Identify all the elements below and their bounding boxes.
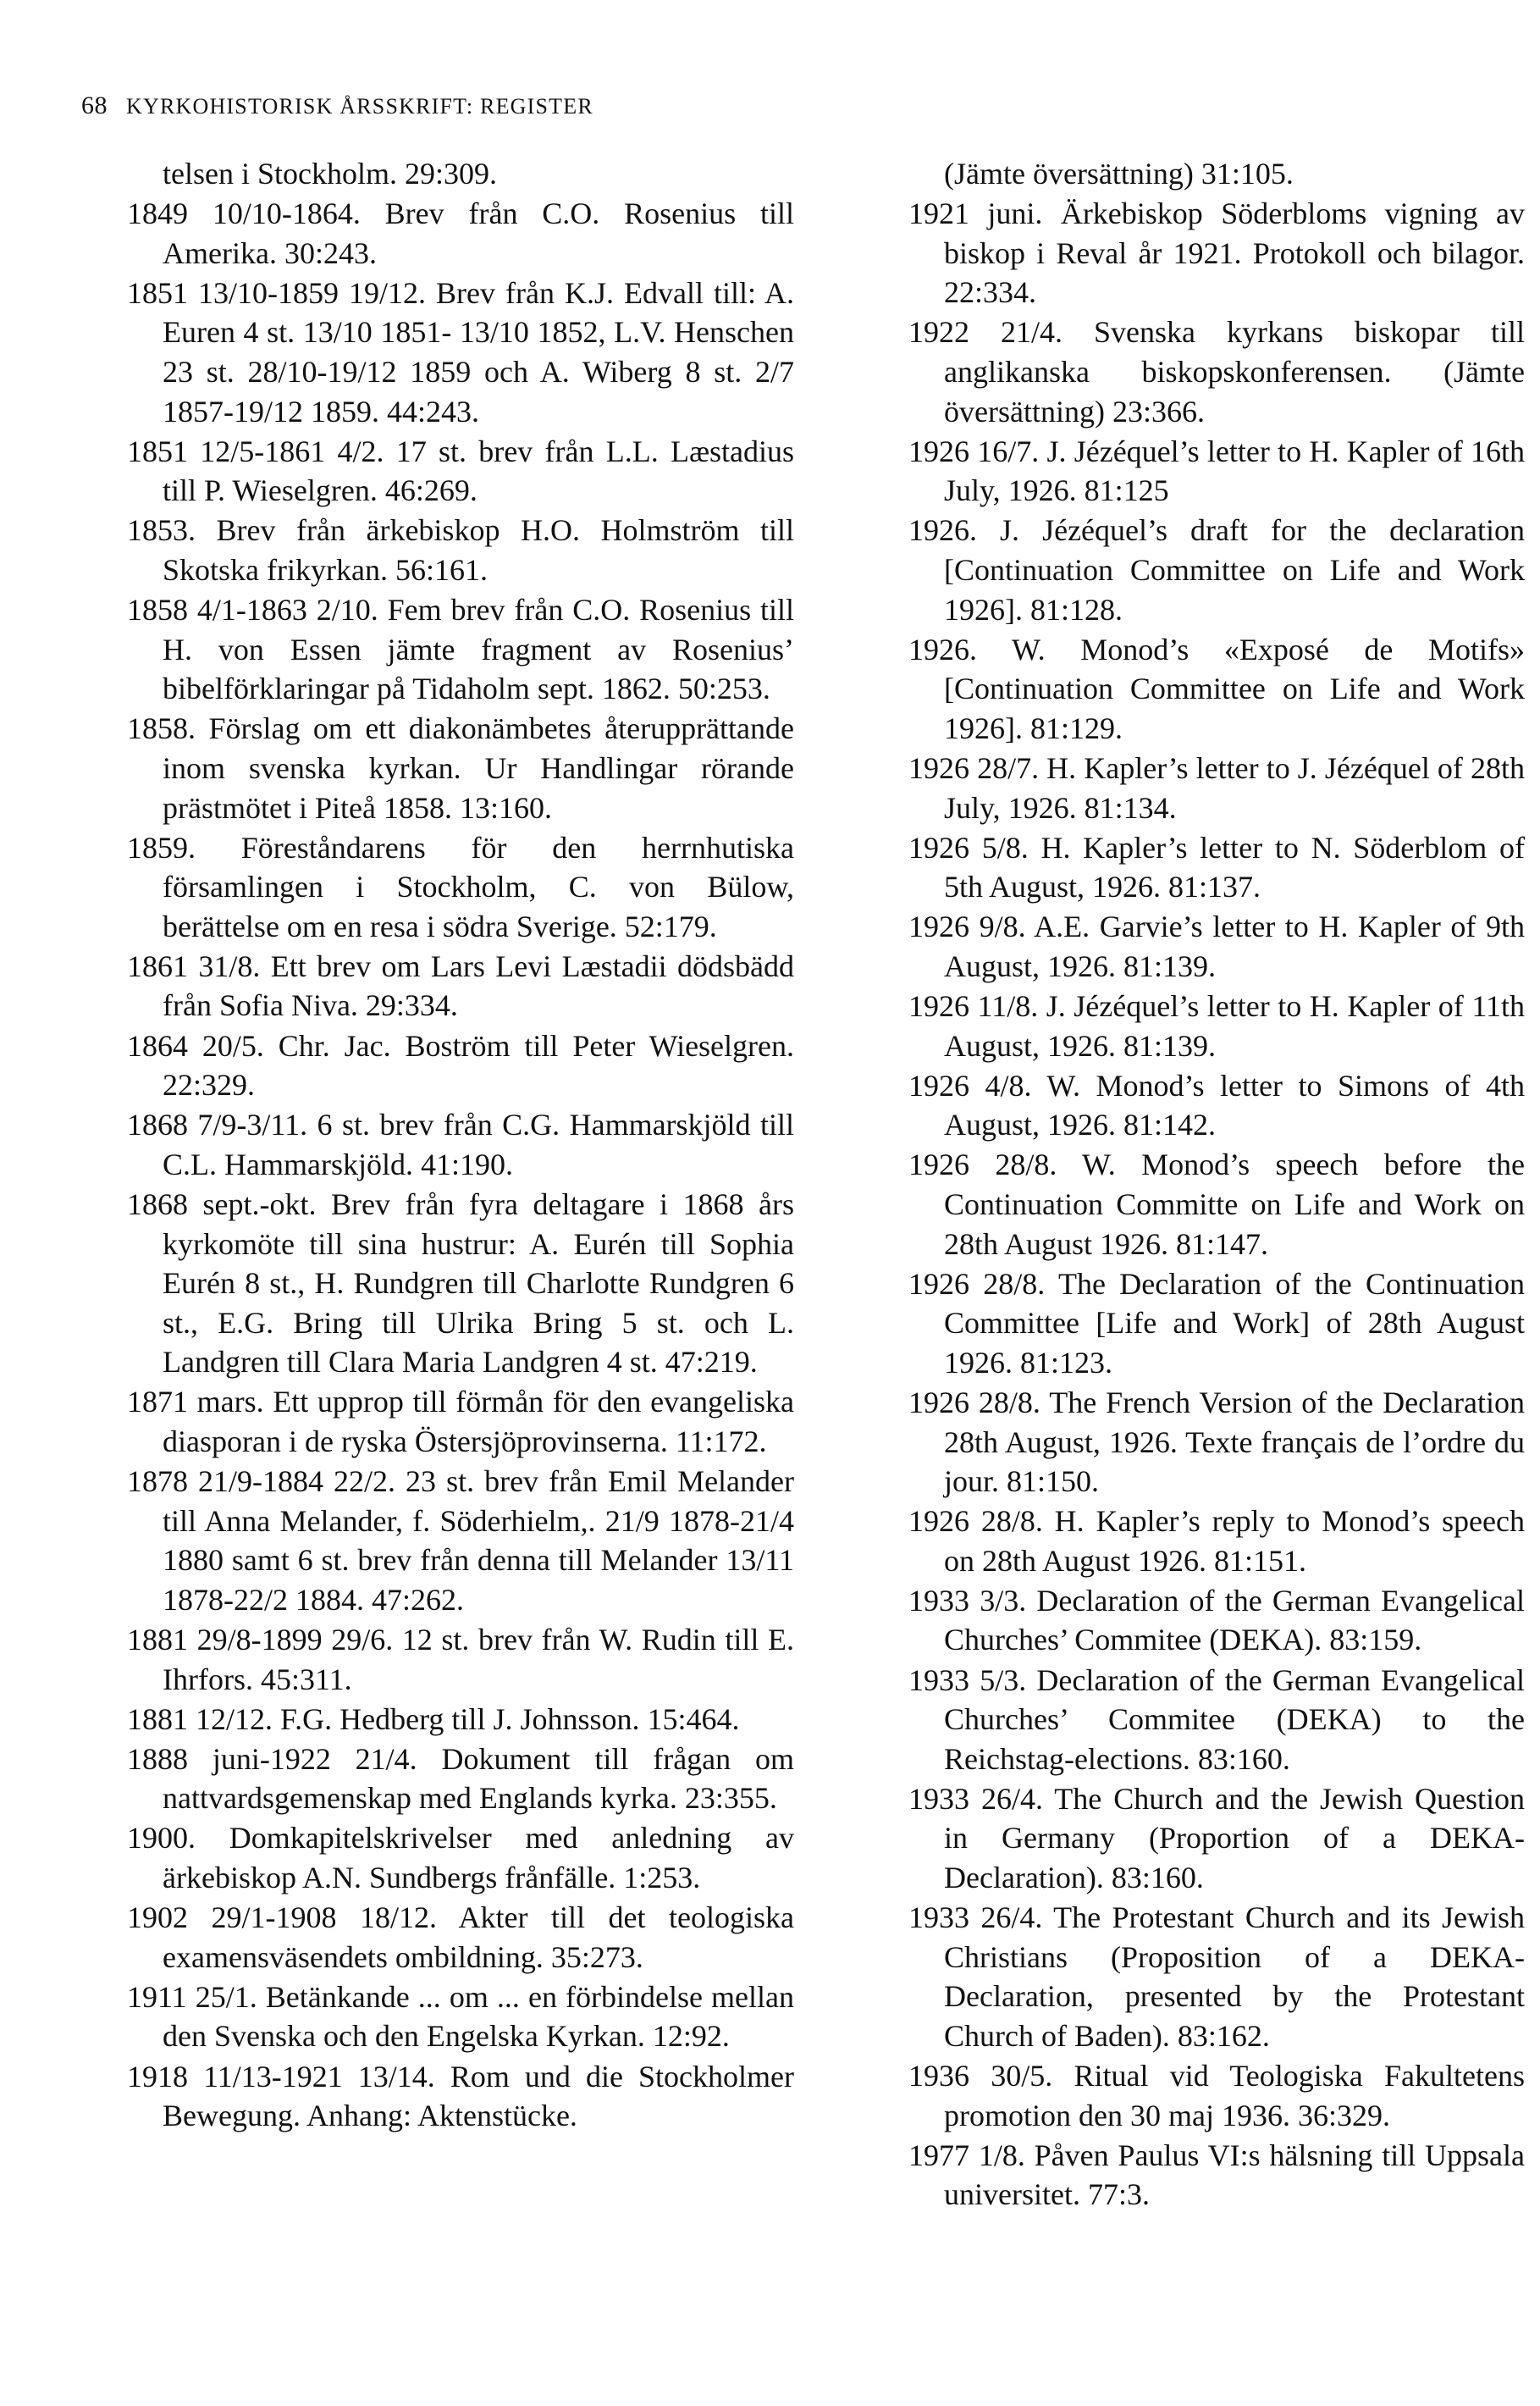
right-column bbox=[908, 154, 1525, 2215]
index-entry: 1977 1/8. Påven Paulus VI:s hälsning till Uppsala universitet. 77:3. bbox=[908, 2138, 1525, 2212]
index-entry: 1849 10/10-1864. Brev från C.O. Rosenius till Amerika. 30:243. bbox=[127, 196, 794, 270]
index-entry: 1926 11/8. J. Jézéquel’s letter to H. Kapler of 11th August, 1926. 81:139. bbox=[908, 988, 1525, 1063]
index-entry: 1926 28/8. W. Monod’s speech before the Continuation Committe on Life and Work on 28th August 1926. 81:147. bbox=[908, 1148, 1525, 1261]
index-entry: 1881 12/12. F.G. Hedberg till J. Johnsson. 15:464. bbox=[127, 1701, 740, 1736]
index-entry: 1878 21/9-1884 22/2. 23 st. brev från Emil Melander till Anna Melander, f. Söderhielm,. 21/9 1878-21/4 1880 samt 6 st. brev från denna till Melander 13/11 1878-22/2 1884. 47:262. bbox=[127, 1464, 794, 1617]
index-entry: 1926 4/8. W. Monod’s letter to Simons of 4th August, 1926. 81:142. bbox=[908, 1068, 1525, 1142]
index-entry: 1933 5/3. Declaration of the German Evangelical Churches’ Commitee (DEKA) to the Reichstag-elections. 83:160. bbox=[908, 1662, 1525, 1776]
running-title: KYRKOHISTORISK ÅRSSKRIFT: REGISTER bbox=[126, 94, 593, 119]
running-head bbox=[81, 91, 593, 120]
index-entry: 1888 juni-1922 21/4. Dokument till frågan om nattvardsgemenskap med Englands kyrka. 23:355. bbox=[127, 1741, 794, 1816]
page-number: 68 bbox=[81, 91, 108, 119]
index-entry: 1858. Förslag om ett diakonämbetes återupprättande inom svenska kyrkan. Ur Handlingar rörande prästmötet i Piteå 1858. 13:160. bbox=[127, 711, 794, 825]
index-entry: 1911 25/1. Betänkande ... om ... en förbindelse mellan den Svenska och den Engelska Kyrkan. 12:92. bbox=[127, 1979, 794, 2054]
index-entry: 1851 12/5-1861 4/2. 17 st. brev från L.L. Læstadius till P. Wieselgren. 46:269. bbox=[127, 434, 794, 508]
index-entry: 1926 28/8. The French Version of the Declaration 28th August, 1926. Texte français de l’ordre du jour. 81:150. bbox=[908, 1385, 1525, 1499]
index-entry: 1858 4/1-1863 2/10. Fem brev från C.O. Rosenius till H. von Essen jämte fragment av Rosenius’ bibelförklaringar på Tidaholm sept. 1862. 50:253. bbox=[127, 593, 794, 706]
index-entry: 1871 mars. Ett upprop till förmån för den evangeliska diasporan i de ryska Östersjöprovinserna. 11:172. bbox=[127, 1385, 794, 1458]
index-entry: 1859. Föreståndarens för den herrnhutiska församlingen i Stockholm, C. von Bülow, berättelse om en resa i södra Sverige. 52:179. bbox=[127, 830, 794, 943]
index-entry: 1868 sept.-okt. Brev från fyra deltagare i 1868 års kyrkomöte till sina hustrur: A. Eurén till Sophia Eurén 8 st., H. Rundgren till Charlotte Rundgren 6 st., E.G. Bring till Ulrika Bring 5 st. och L. Landgren till Clara Maria Landgren 4 st. 47:219. bbox=[127, 1186, 794, 1380]
index-entry: 1864 20/5. Chr. Jac. Boström till Peter Wieselgren. 22:329. bbox=[127, 1028, 794, 1103]
index-entry: 1936 30/5. Ritual vid Teologiska Fakultetens promotion den 30 maj 1936. 36:329. bbox=[908, 2059, 1525, 2132]
index-entry: (Jämte översättning) 31:105. bbox=[944, 157, 1294, 191]
left-column bbox=[127, 154, 794, 2136]
index-entry: 1918 11/13-1921 13/14. Rom und die Stockholmer Bewegung. Anhang: Aktenstücke. bbox=[127, 2059, 794, 2133]
index-entry: 1921 juni. Ärkebiskop Söderbloms vigning av biskop i Reval år 1921. Protokoll och bilagor. 22:334. bbox=[908, 196, 1525, 310]
index-entry: 1922 21/4. Svenska kyrkans biskopar till anglikanska biskopskonferensen. (Jämte översättning) 23:366. bbox=[908, 315, 1525, 429]
index-entry: telsen i Stockholm. 29:309. bbox=[163, 157, 497, 191]
index-entry: 1926 28/8. The Declaration of the Continuation Committee [Life and Work] of 28th August 1926. 81:123. bbox=[908, 1266, 1525, 1380]
index-entry: 1868 7/9-3/11. 6 st. brev från C.G. Hammarskjöld till C.L. Hammarskjöld. 41:190. bbox=[127, 1108, 794, 1181]
index-entry: 1851 13/10-1859 19/12. Brev från K.J. Edvall till: A. Euren 4 st. 13/10 1851- 13/10 1852, L.V. Henschen 23 st. 28/10-19/12 1859 och A. Wiberg 8 st. 2/7 1857-19/12 1859. 44:243. bbox=[127, 275, 794, 429]
index-entry: 1926 5/8. H. Kapler’s letter to N. Söderblom of 5th August, 1926. 81:137. bbox=[908, 830, 1525, 904]
index-entry: 1926. J. Jézéquel’s draft for the declaration [Continuation Committee on Life and Work 1926]. 81:128. bbox=[908, 513, 1525, 627]
index-entry: 1926 9/8. A.E. Garvie’s letter to H. Kapler of 9th August, 1926. 81:139. bbox=[908, 910, 1525, 983]
index-entry: 1933 3/3. Declaration of the German Evangelical Churches’ Commitee (DEKA). 83:159. bbox=[908, 1583, 1525, 1657]
index-entry: 1926. W. Monod’s «Exposé de Motifs» [Continuation Committee on Life and Work 1926]. 81:129. bbox=[908, 632, 1525, 745]
index-entry: 1881 29/8-1899 29/6. 12 st. brev från W. Rudin till E. Ihrfors. 45:311. bbox=[127, 1622, 794, 1696]
index-entry: 1926 16/7. J. Jézéquel’s letter to H. Kapler of 16th July, 1926. 81:125 bbox=[908, 434, 1525, 508]
index-entry: 1933 26/4. The Protestant Church and its Jewish Christians (Proposition of a DEKA-Declaration, presented by the Protestant Church of Baden). 83:162. bbox=[908, 1900, 1525, 2053]
index-entry: 1926 28/7. H. Kapler’s letter to J. Jézéquel of 28th July, 1926. 81:134. bbox=[908, 750, 1525, 825]
index-entry: 1902 29/1-1908 18/12. Akter till det teologiska examensväsendets ombildning. 35:273. bbox=[127, 1900, 794, 1974]
index-entry: 1900. Domkapitelskrivelser med anledning av ärkebiskop A.N. Sundbergs frånfälle. 1:253. bbox=[127, 1821, 794, 1895]
index-entry: 1853. Brev från ärkebiskop H.O. Holmström till Skotska frikyrkan. 56:161. bbox=[127, 513, 794, 587]
index-entry: 1926 28/8. H. Kapler’s reply to Monod’s speech on 28th August 1926. 81:151. bbox=[908, 1504, 1525, 1578]
index-entry: 1933 26/4. The Church and the Jewish Question in Germany (Proportion of a DEKA-Declaration). 83:160. bbox=[908, 1781, 1525, 1895]
index-entry: 1861 31/8. Ett brev om Lars Levi Læstadii dödsbädd från Sofia Niva. 29:334. bbox=[127, 949, 794, 1023]
